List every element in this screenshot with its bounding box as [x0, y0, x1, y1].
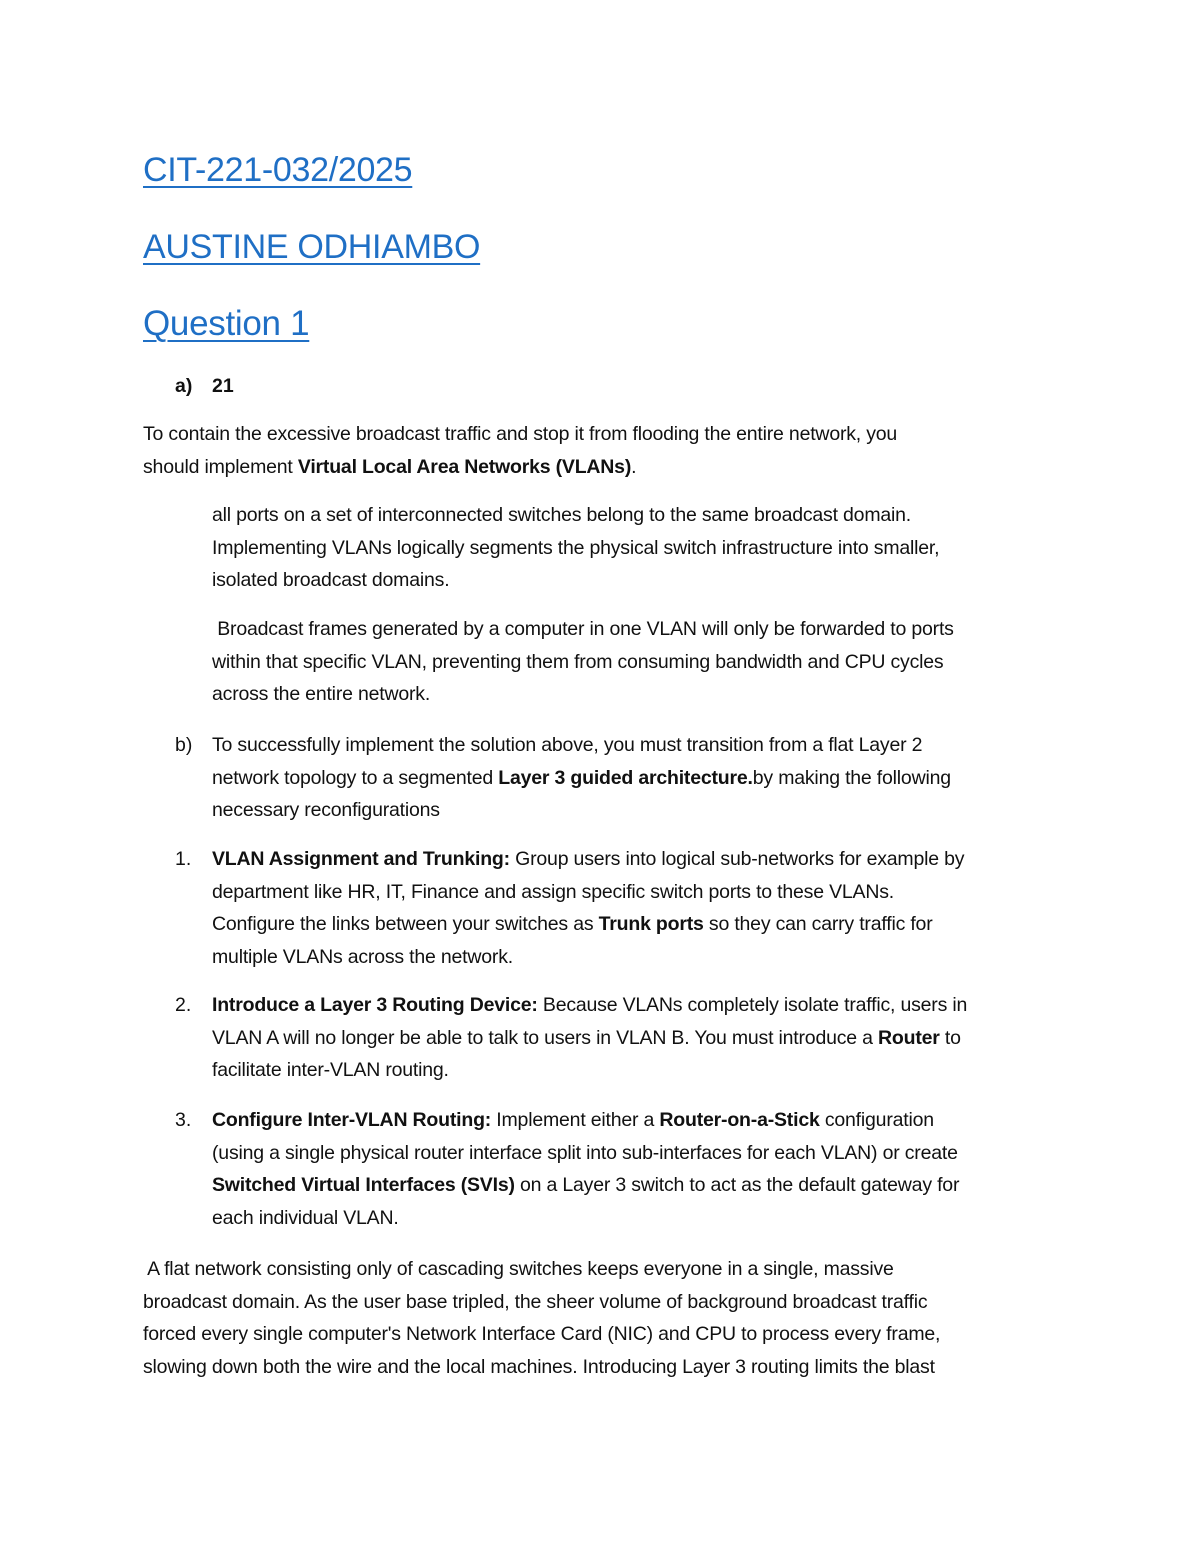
step-text: Implement either a — [491, 1109, 660, 1131]
part-a-answer: 21 — [212, 375, 234, 397]
step-text: to — [939, 1026, 961, 1049]
intro-paragraph — [143, 418, 897, 483]
step-number: 3. — [175, 1109, 192, 1131]
paragraph-line: broadcast domain. As the user base tripled, the sheer volume of background broadcast traffic — [143, 1290, 928, 1313]
router-on-a-stick-term: Router-on-a-Stick — [659, 1109, 820, 1131]
step-line — [212, 843, 964, 876]
layer3-term: Layer 3 guided architecture. — [498, 766, 753, 789]
closing-paragraph — [143, 1253, 940, 1383]
paragraph-line: all ports on a set of interconnected switches belong to the same broadcast domain. — [212, 504, 912, 526]
step-number: 1. — [175, 848, 192, 870]
intro-text: should implement — [143, 455, 298, 478]
step-text: on a Layer 3 switch to act as the default gateway for — [514, 1174, 960, 1197]
step-line: department like HR, IT, Finance and assign specific switch ports to these VLANs. — [212, 880, 894, 903]
paragraph-line: To successfully implement the solution above, you must transition from a flat Layer 2 — [212, 734, 923, 756]
step-title: VLAN Assignment and Trunking: — [212, 848, 510, 870]
part-b-paragraph — [212, 729, 951, 827]
intro-text: . — [631, 455, 637, 478]
step-line — [212, 1104, 959, 1137]
step-line: each individual VLAN. — [212, 1206, 399, 1229]
broadcast-domain-paragraph — [212, 499, 939, 597]
step-3-item — [212, 1104, 959, 1234]
step-line — [212, 1022, 967, 1055]
intro-line — [143, 451, 897, 484]
student-id-heading: CIT-221-032/2025 — [143, 151, 413, 189]
paragraph-line — [212, 762, 951, 795]
step-line: (using a single physical router interface split into sub-interfaces for each VLAN) or create — [212, 1141, 958, 1164]
intro-line: To contain the excessive broadcast traffic and stop it from flooding the entire network, you — [143, 423, 898, 445]
paragraph-line: within that specific VLAN, preventing them from consuming bandwidth and CPU cycles — [212, 650, 944, 673]
step-text: Because VLANs completely isolate traffic, users in — [537, 994, 968, 1016]
step-number: 2. — [175, 994, 192, 1016]
step-2-item — [212, 989, 967, 1087]
paragraph-line: Broadcast frames generated by a computer in one VLAN will only be forwarded to ports — [212, 618, 954, 640]
step-line — [212, 908, 964, 941]
question-title-heading: Question 1 — [143, 304, 310, 343]
step-1-item — [212, 843, 964, 973]
router-term: Router — [878, 1026, 940, 1049]
trunk-ports-term: Trunk ports — [598, 913, 704, 936]
part-a-marker: a) — [175, 375, 193, 397]
paragraph-line: forced every single computer's Network Interface Card (NIC) and CPU to process every frame, — [143, 1323, 941, 1346]
step-text: Group users into logical sub-networks for example by — [509, 848, 965, 870]
paragraph-line: slowing down both the wire and the local machines. Introducing Layer 3 routing limits the blast — [143, 1355, 935, 1378]
step-title: Introduce a Layer 3 Routing Device: — [212, 994, 538, 1016]
step-line: facilitate inter-VLAN routing. — [212, 1059, 449, 1082]
step-title: Configure Inter-VLAN Routing: — [212, 1109, 492, 1131]
vlan-term: Virtual Local Area Networks (VLANs) — [297, 455, 632, 478]
svi-term: Switched Virtual Interfaces (SVIs) — [212, 1174, 515, 1197]
student-name-heading: AUSTINE ODHIAMBO — [143, 228, 481, 266]
paragraph-line: isolated broadcast domains. — [212, 569, 450, 592]
paragraph-line: across the entire network. — [212, 683, 431, 706]
step-text: so they can carry traffic for — [703, 913, 933, 936]
step-text: configuration — [819, 1109, 934, 1131]
paragraph-line: Implementing VLANs logically segments the physical switch infrastructure into smaller, — [212, 536, 940, 559]
step-line — [212, 1169, 959, 1202]
step-text: VLAN A will no longer be able to talk to users in VLAN B. You must introduce a — [212, 1026, 879, 1049]
broadcast-frames-paragraph — [212, 613, 954, 711]
paragraph-text: by making the following — [752, 766, 951, 789]
step-line — [212, 989, 967, 1022]
paragraph-text: network topology to a segmented — [212, 766, 499, 789]
paragraph-line: A flat network consisting only of cascading switches keeps everyone in a single, massive — [143, 1258, 894, 1280]
paragraph-line: necessary reconfigurations — [212, 799, 440, 822]
step-line: multiple VLANs across the network. — [212, 945, 513, 968]
part-b-marker: b) — [175, 734, 193, 756]
step-text: Configure the links between your switches as — [212, 913, 599, 936]
